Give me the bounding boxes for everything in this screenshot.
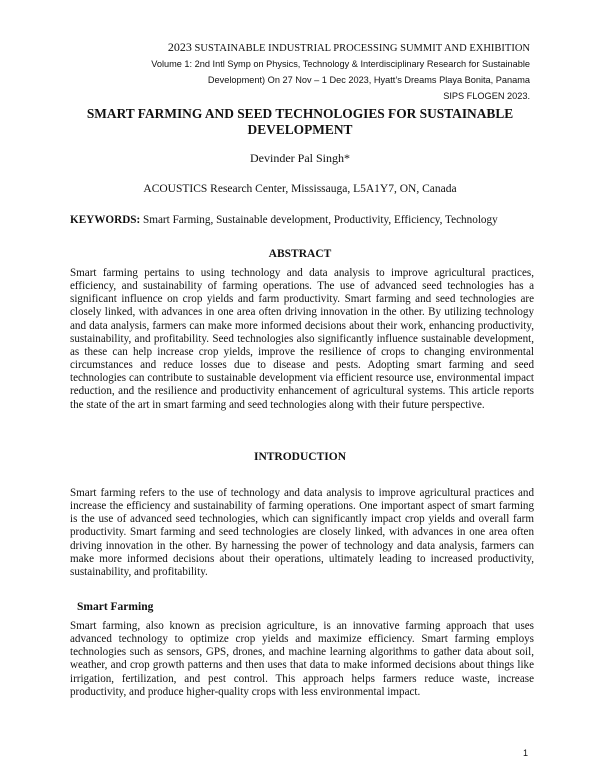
smart-farming-heading: Smart Farming	[77, 601, 154, 613]
author-affiliation: ACOUSTICS Research Center, Mississauga, L5A1Y7, ON, Canada	[143, 183, 457, 195]
conference-header-line2: Volume 1: 2nd Intl Symp on Physics, Technology & Interdisciplinary Research for Sustainable	[151, 59, 530, 69]
conference-header-line1: 2023 SUSTAINABLE INDUSTRIAL PROCESSING SUMMIT AND EXHIBITION	[167, 40, 530, 54]
keywords	[70, 214, 540, 226]
keywords-text: Smart Farming, Sustainable development, Productivity, Efficiency, Technology	[143, 214, 498, 226]
conference-header-line4: SIPS FLOGEN 2023.	[443, 91, 530, 101]
abstract-heading: ABSTRACT	[268, 248, 332, 260]
abstract-text: Smart farming pertains to using technology and data analysis to improve agricultural practices, efficiency, and sustainability of farming operations. The use of advanced seed technologies has a significant influence on crop yields and farm productivity. Smart farming and seed technologies are closely linked, with advances in one area often driving innovation in the other. By utilizing technology and data analysis, farmers can make more informed decisions about their work, enhancing productivity, sustainability, and profitability. Seed technologies also significantly influence sustainable development, as these can help increase crop yields, improve the resilience of crops to changing environmental circumstances and reduce losses due to disease and pests. Adopting smart farming and seed technologies can contribute to sustainable development via efficient resource use, environmental impact reduction, and the resilience and productivity enhancement of agricultural systems. This article reports the state of the art in smart farming and seed technologies along with their future perspective.	[70, 267, 534, 411]
paper-title: SMART FARMING AND SEED TECHNOLOGIES FOR SUSTAINABLE DEVELOPMENT	[86, 106, 514, 137]
conference-header-line3: Development) On 27 Nov – 1 Dec 2023, Hyatt’s Dreams Playa Bonita, Panama	[207, 75, 530, 85]
introduction-heading: INTRODUCTION	[253, 451, 346, 463]
author-name: Devinder Pal Singh*	[250, 151, 350, 165]
page-number: 1	[523, 748, 529, 758]
conference-header	[60, 40, 530, 104]
smart-farming-text: Smart farming, also known as precision agriculture, is an innovative farming approach that uses advanced technology to optimize crop yields and maximize efficiency. Smart farming employs technologies such as sensors, GPS, drones, and machine learning algorithms to gather data about soil, weather, and crop growth patterns and then uses that data to make informed decisions about things like irrigation, fertilization, and pest control. This approach helps farmers reduce waste, increase productivity, and produce higher-quality crops with less environmental impact.	[70, 620, 534, 698]
introduction-text: Smart farming refers to the use of technology and data analysis to improve agricultural practices and increase the efficiency and sustainability of farming operations. One important aspect of smart farming is the use of advanced seed technologies, which can significantly impact crop yields and overall farm productivity. Smart farming and seed technologies are closely linked, with advances in one area often driving innovation in the other. By harnessing the power of technology and data analysis, farmers can make more informed decisions about their operations, ultimately leading to increased productivity, sustainability, and profitability.	[70, 487, 534, 578]
keywords-label: KEYWORDS:	[70, 214, 141, 226]
